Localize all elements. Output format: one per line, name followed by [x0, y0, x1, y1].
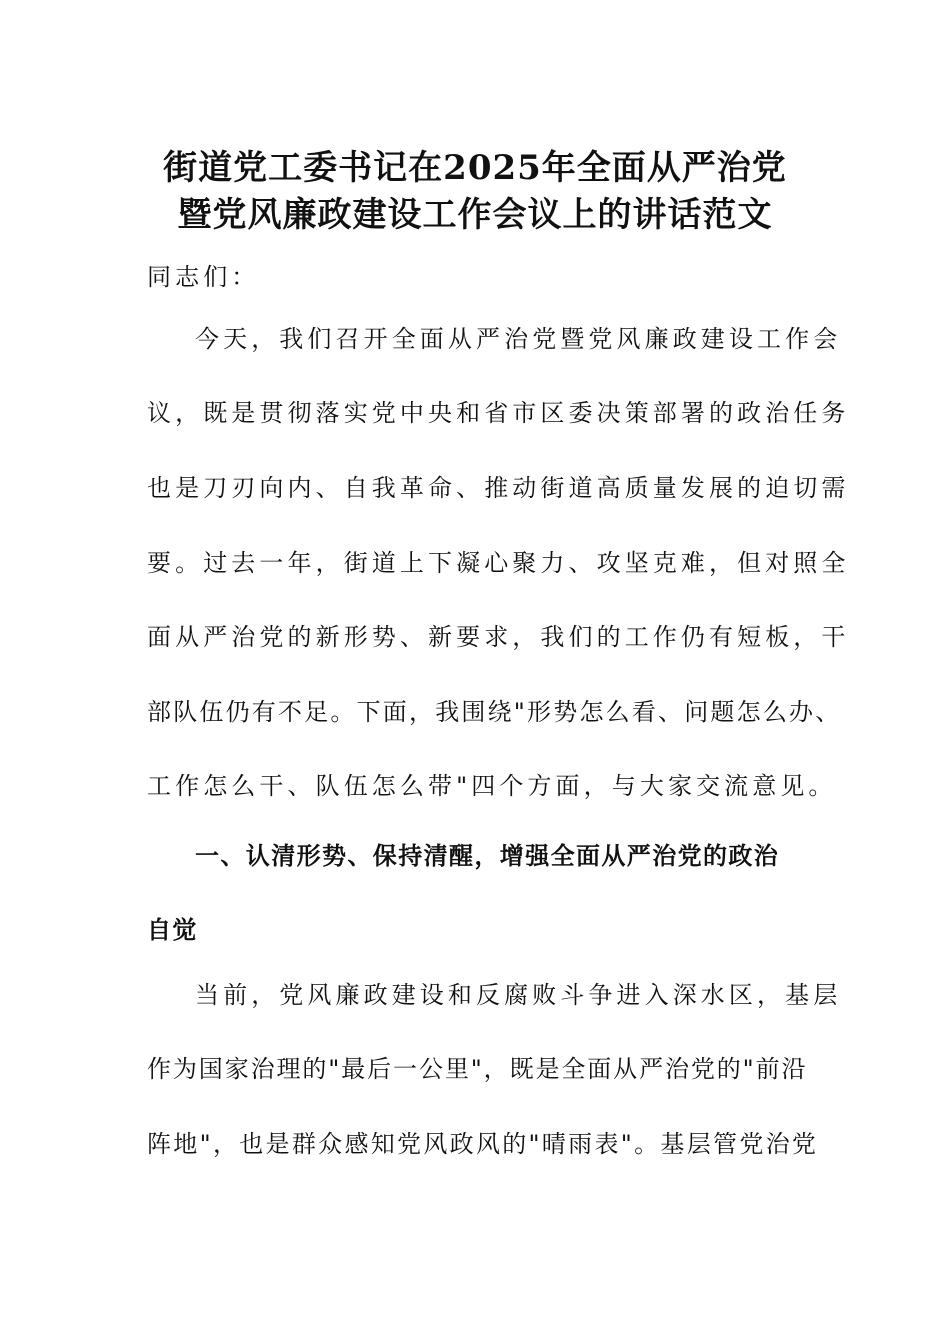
- paragraph-1-line-5: 面从严治党的新形势、新要求，我们的工作仍有短板，干: [147, 623, 850, 651]
- paragraph-1-line-1: 今天，我们召开全面从严治党暨党风廉政建设工作会: [195, 325, 842, 353]
- paragraph-1-line-7: 工作怎么干、队伍怎么带"四个方面，与大家交流意见。: [147, 772, 837, 800]
- paragraph-2-line-3: 阵地"，也是群众感知党风政风的"晴雨表"。基层管党治党: [147, 1130, 819, 1158]
- paragraph-1-line-4: 要。过去一年，街道上下凝心聚力、攻坚克难，但对照全: [147, 549, 850, 577]
- paragraph-2-line-2: 作为国家治理的"最后一公里"，既是全面从严治党的"前沿: [147, 1055, 808, 1083]
- section-1-heading-line-1: 一、认清形势、保持清醒，增强全面从严治党的政治: [195, 842, 780, 870]
- paragraph-1-line-2: 议，既是贯彻落实党中央和省市区委决策部署的政治任务: [147, 399, 850, 427]
- paragraph-1-line-6: 部队伍仍有不足。下面，我围绕"形势怎么看、问题怎么办、: [147, 698, 842, 726]
- paragraph-1-line-3: 也是刀刃向内、自我革命、推动街道高质量发展的迫切需: [147, 474, 850, 502]
- document-title-line-2: 暨党风廉政建设工作会议上的讲话范文: [177, 195, 773, 235]
- paragraph-2-line-1: 当前，党风廉政建设和反腐败斗争进入深水区，基层: [195, 981, 842, 1009]
- section-1-heading-line-2: 自觉: [147, 916, 198, 944]
- salutation: 同志们：: [147, 263, 260, 291]
- document-title-line-1: 街道党工委书记在2025年全面从严治党: [163, 148, 787, 188]
